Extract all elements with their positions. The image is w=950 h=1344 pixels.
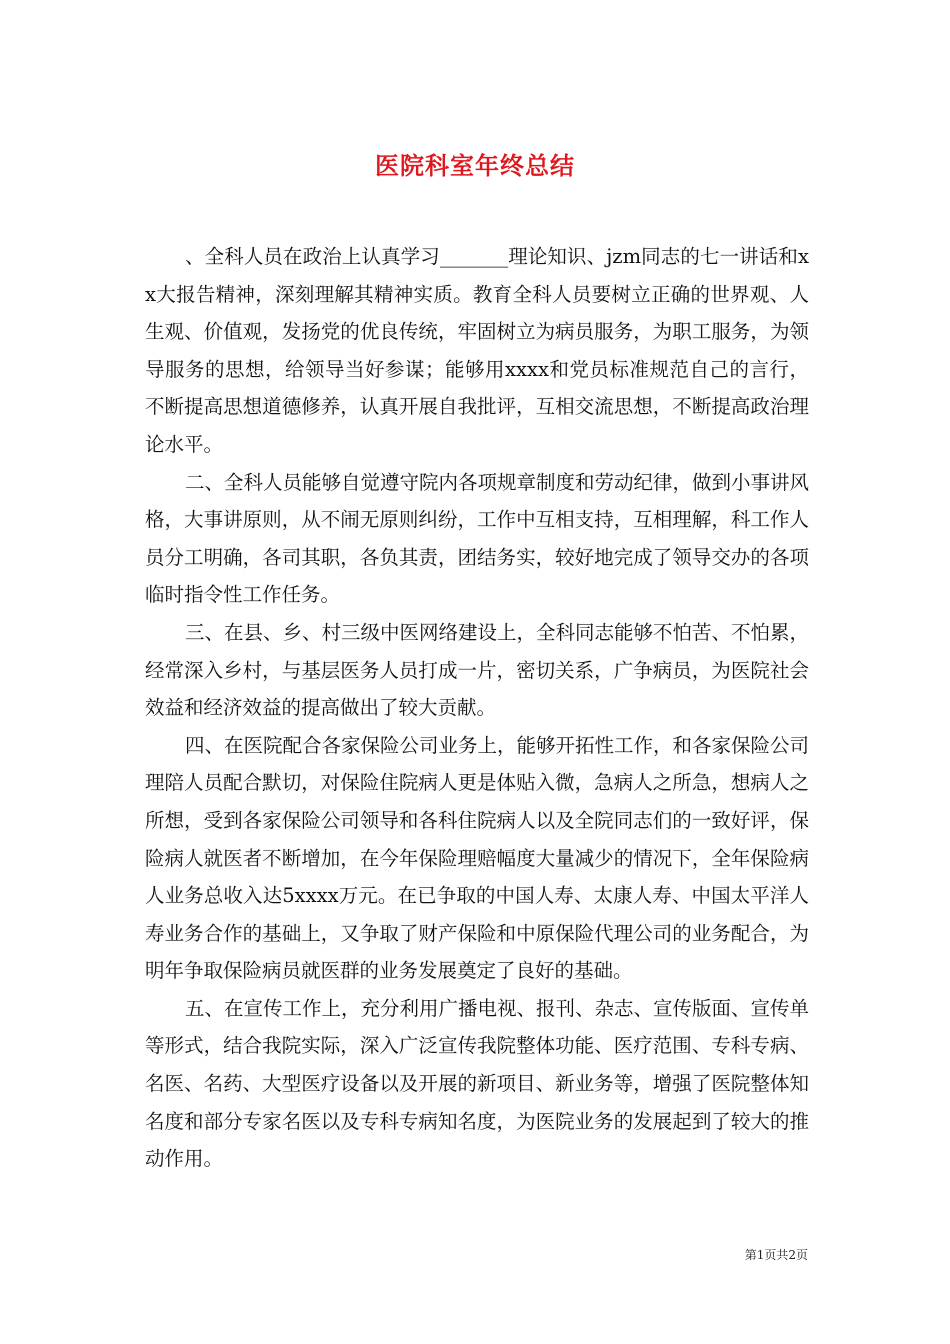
document-body — [145, 238, 809, 1178]
page-number-footer: 第1页共2页 — [744, 1248, 808, 1262]
paragraph-4: 四、在医院配合各家保险公司业务上，能够开拓性工作，和各家保险公司理陪人员配合默切，对保险住院病人更是体贴入微，急病人之所急，想病人之所想，受到各家保险公司领导和各科住院病人以及全院同志们的一致好评，保险病人就医者不断增加，在今年保险理赔幅度大量减少的情况下，全年保险病人业务总收入达5xxxx万元。在已争取的中国人寿、太康人寿、中国太平洋人寿业务合作的基础上，又争取了财产保险和中原保险代理公司的业务配合，为明年争取保险病员就医群的业务发展奠定了良好的基础。 — [145, 733, 810, 983]
paragraph-2: 二、全科人员能够自觉遵守院内各项规章制度和劳动纪律，做到小事讲风格，大事讲原则，从不闹无原则纠纷，工作中互相支持，互相理解，科工作人员分工明确，各司其职，各负其责，团结务实，较好地完成了领导交办的各项临时指令性工作任务。 — [145, 470, 810, 607]
paragraph-5: 五、在宣传工作上，充分利用广播电视、报刊、杂志、宣传版面、宣传单等形式，结合我院实际，深入广泛宣传我院整体功能、医疗范围、专科专病、名医、名药、大型医疗设备以及开展的新项目、新业务等，增强了医院整体知名度和部分专家名医以及专科专病知名度，为医院业务的发展起到了较大的推动作用。 — [145, 996, 810, 1171]
document-title: 医院科室年终总结 — [375, 151, 575, 181]
paragraph-3: 三、在县、乡、村三级中医网络建设上，全科同志能够不怕苦、不怕累，经常深入乡村，与基层医务人员打成一片，密切关系，广争病员，为医院社会效益和经济效益的提高做出了较大贡献。 — [145, 620, 810, 720]
paragraph-1: 、全科人员在政治上认真学习_______理论知识、jzm同志的七一讲话和xx大报告精神，深刻理解其精神实质。教育全科人员要树立正确的世界观、人生观、价值观，发扬党的优良传统，牢固树立为病员服务，为职工服务，为领导服务的思想，给领导当好参谋；能够用xxxx和党员标准规范自己的言行，不断提高思想道德修养，认真开展自我批评，互相交流思想，不断提高政治理论水平。 — [145, 245, 809, 456]
